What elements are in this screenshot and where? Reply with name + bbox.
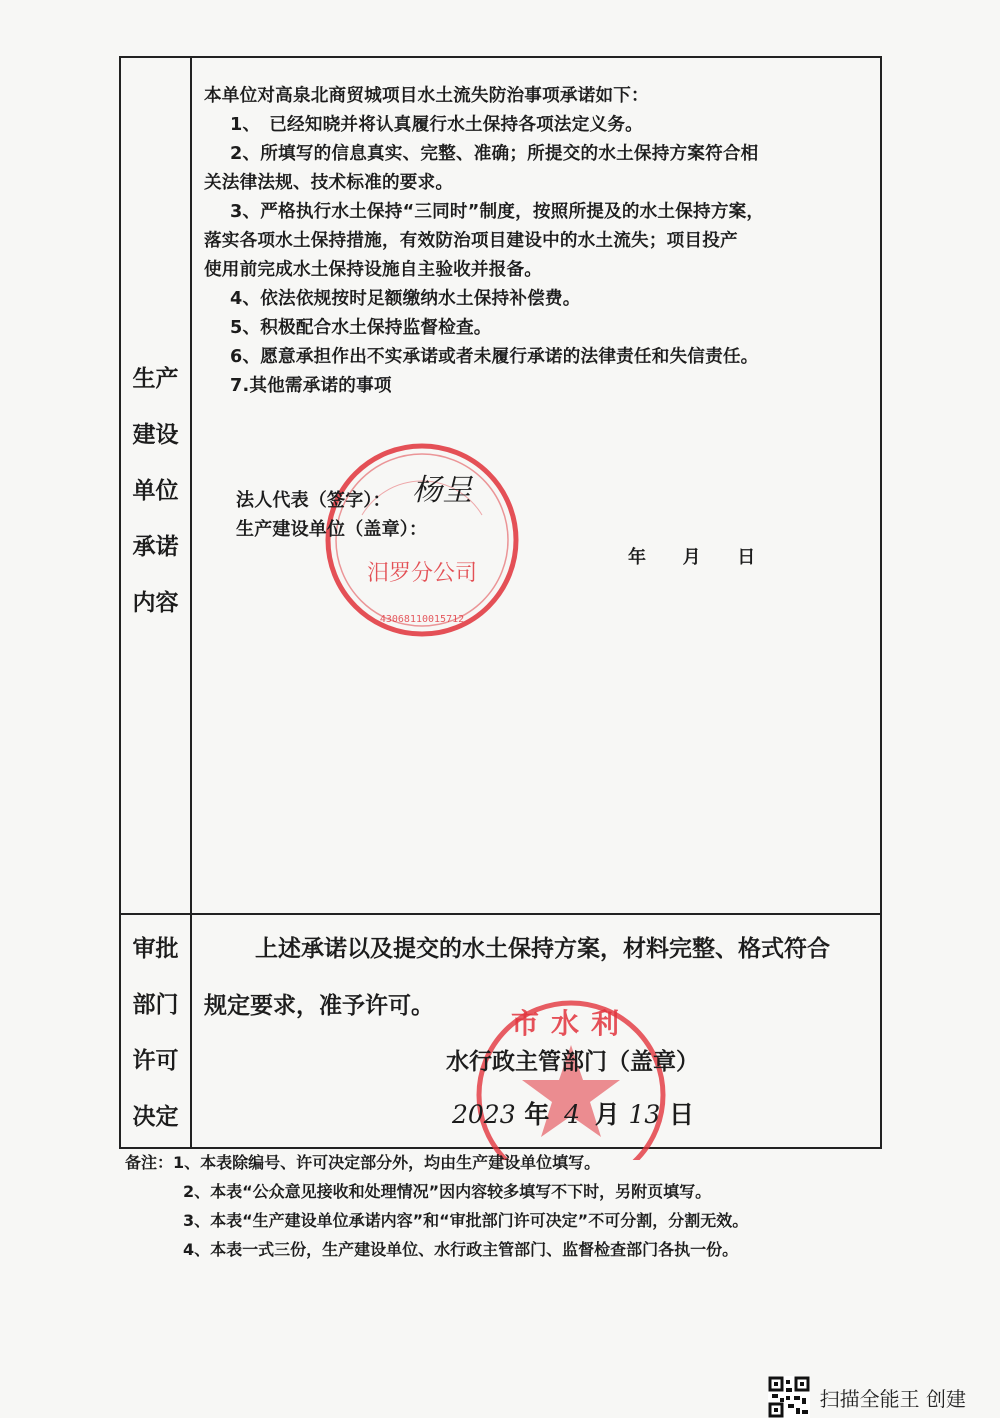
side-label-line: 生产 [132, 366, 179, 392]
column-divider [190, 56, 192, 1149]
scanner-watermark-text: 扫描全能王 创建 [819, 1386, 966, 1411]
company-seal-number: 430681100157​12 [379, 614, 465, 625]
commitment-item: 5、积极配合水土保持监督检查。 [230, 318, 492, 338]
approval-dept-label: 水行政主管部门（盖章） [446, 1049, 699, 1075]
approval-date [452, 1095, 694, 1131]
side-label-line: 建设 [132, 422, 179, 448]
row-divider [119, 913, 882, 915]
approval-side-label [121, 930, 190, 1154]
unit-seal-label: 生产建设单位（盖章）： [236, 519, 428, 540]
side-label-line: 决定 [132, 1104, 179, 1130]
approval-date-year-unit: 年 [524, 1100, 550, 1129]
approval-date-month-unit: 月 [594, 1100, 620, 1129]
side-label-line: 单位 [132, 478, 179, 504]
note-line: 2、本表“公众意见接收和处理情况”因内容较多填写不下时，另附页填写。 [183, 1182, 712, 1201]
side-label-line: 内容 [132, 590, 179, 616]
commitment-item: 使用前完成水土保持设施自主验收并报备。 [204, 260, 543, 280]
legal-rep-signature: 杨呈 [412, 473, 473, 508]
approval-text-line1: 上述承诺以及提交的水土保持方案，材料完整、格式符合 [255, 936, 830, 962]
note-line: 3、本表“生产建设单位承诺内容”和“审批部门许可决定”不可分割，分割无效。 [183, 1211, 749, 1230]
side-label-line: 部门 [132, 992, 179, 1018]
commitment-side-label [121, 360, 190, 640]
company-seal-text: 汨罗分公司 [366, 561, 478, 586]
commitment-item: 1、 已经知晓并将认真履行水土保持各项法定义务。 [230, 115, 643, 135]
side-label-line: 审批 [132, 936, 179, 962]
commitment-item: 6、愿意承担作出不实承诺或者未履行承诺的法律责任和失信责任。 [230, 347, 759, 367]
approval-text-line2: 规定要求，准予许可。 [204, 993, 434, 1019]
commitment-item: 关法律法规、技术标准的要求。 [204, 173, 454, 193]
commitment-item: 2、所填写的信息真实、完整、准确；所提交的水土保持方案符合相 [230, 144, 759, 164]
qr-code-icon [768, 1376, 810, 1418]
commitment-item: 4、依法依规按时足额缴纳水土保持补偿费。 [230, 289, 581, 309]
commitment-date-label: 年 月 日 [628, 547, 756, 568]
note-line: 4、本表一式三份，生产建设单位、水行政主管部门、监督检查部门各执一份。 [183, 1240, 739, 1259]
note-line: 备注：1、本表除编号、许可决定部分外，均由生产建设单位填写。 [125, 1153, 601, 1172]
approval-date-day-unit: 日 [668, 1100, 694, 1129]
legal-rep-label: 法人代表（签字）： [236, 490, 391, 511]
commitment-item: 3、严格执行水土保持“三同时”制度，按照所提及的水土保持方案， [230, 202, 765, 222]
side-label-line: 许可 [132, 1048, 179, 1074]
approval-date-day: 13 [628, 1100, 661, 1129]
approval-date-year: 2023 [452, 1100, 516, 1129]
commitment-intro: 本单位对高泉北商贸城项目水土流失防治事项承诺如下： [204, 86, 649, 106]
side-label-line: 承诺 [132, 534, 179, 560]
approval-date-month: 4 [564, 1100, 580, 1129]
scanner-watermark [768, 1376, 966, 1418]
commitment-item: 7.其他需承诺的事项 [230, 376, 392, 396]
water-bureau-seal-text: 市水利 [510, 1007, 632, 1040]
commitment-item: 落实各项水土保持措施，有效防治项目建设中的水土流失；项目投产 [204, 231, 738, 251]
